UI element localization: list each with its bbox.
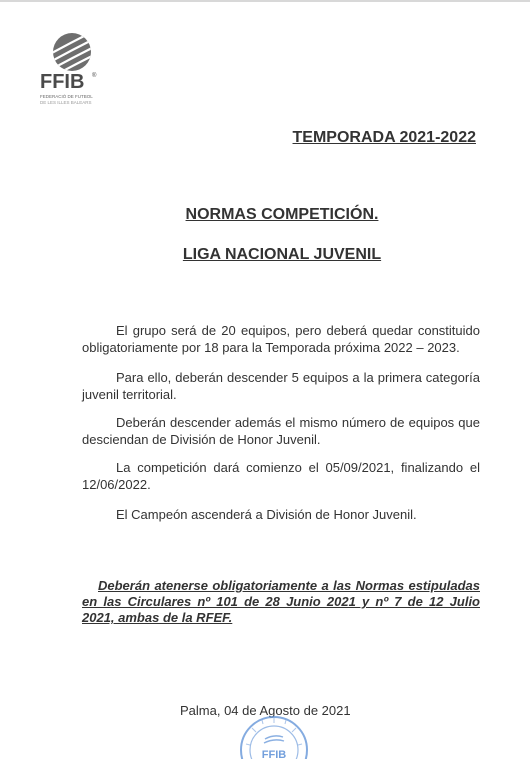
- globe-icon: [52, 32, 92, 72]
- paragraph-descents: Para ello, deberán descender 5 equipos a la primera categoría juvenil territorial.: [82, 370, 480, 402]
- top-border: [0, 0, 530, 2]
- paragraph-group-size: El grupo será de 20 equipos, pero deberá quedar constituido obligatoriamente por 18 para la Temporada próxima 2022 – 2023.: [82, 323, 480, 355]
- title-liga: LIGA NACIONAL JUVENIL: [182, 246, 382, 263]
- registered-mark: ®: [92, 73, 97, 79]
- logo-subtitle-line1: FEDERACIÓ DE FUTBOL: [40, 94, 93, 99]
- rfef-notice: Deberán atenerse obligatoriamente a las Normas estipuladas en las Circulares nº 101 de 28 Junio 2021 y nº 7 de 12 Julio 2021, ambas de la RFEF.: [82, 578, 480, 625]
- official-seal: [238, 714, 310, 759]
- logo-wordmark: FFIB: [40, 71, 85, 93]
- paragraph-extra-descents: Deberán descender además el mismo número de equipos que desciendan de División de Honor Juvenil.: [82, 415, 480, 447]
- seal-text: FFIB: [261, 749, 287, 759]
- title-normas: NORMAS COMPETICIÓN.: [185, 206, 379, 223]
- logo-subtitle-line2: DE LES ILLES BALEARS: [40, 100, 92, 105]
- ffib-logo: [38, 32, 110, 112]
- seal-stamp-icon: [238, 714, 310, 759]
- season-heading: TEMPORADA 2021-2022: [292, 129, 476, 146]
- place-date: Palma, 04 de Agosto de 2021: [180, 703, 351, 718]
- paragraph-dates: La competición dará comienzo el 05/09/2021, finalizando el 12/06/2022.: [82, 460, 480, 492]
- paragraph-champion: El Campeón ascenderá a División de Honor Juvenil.: [116, 507, 417, 522]
